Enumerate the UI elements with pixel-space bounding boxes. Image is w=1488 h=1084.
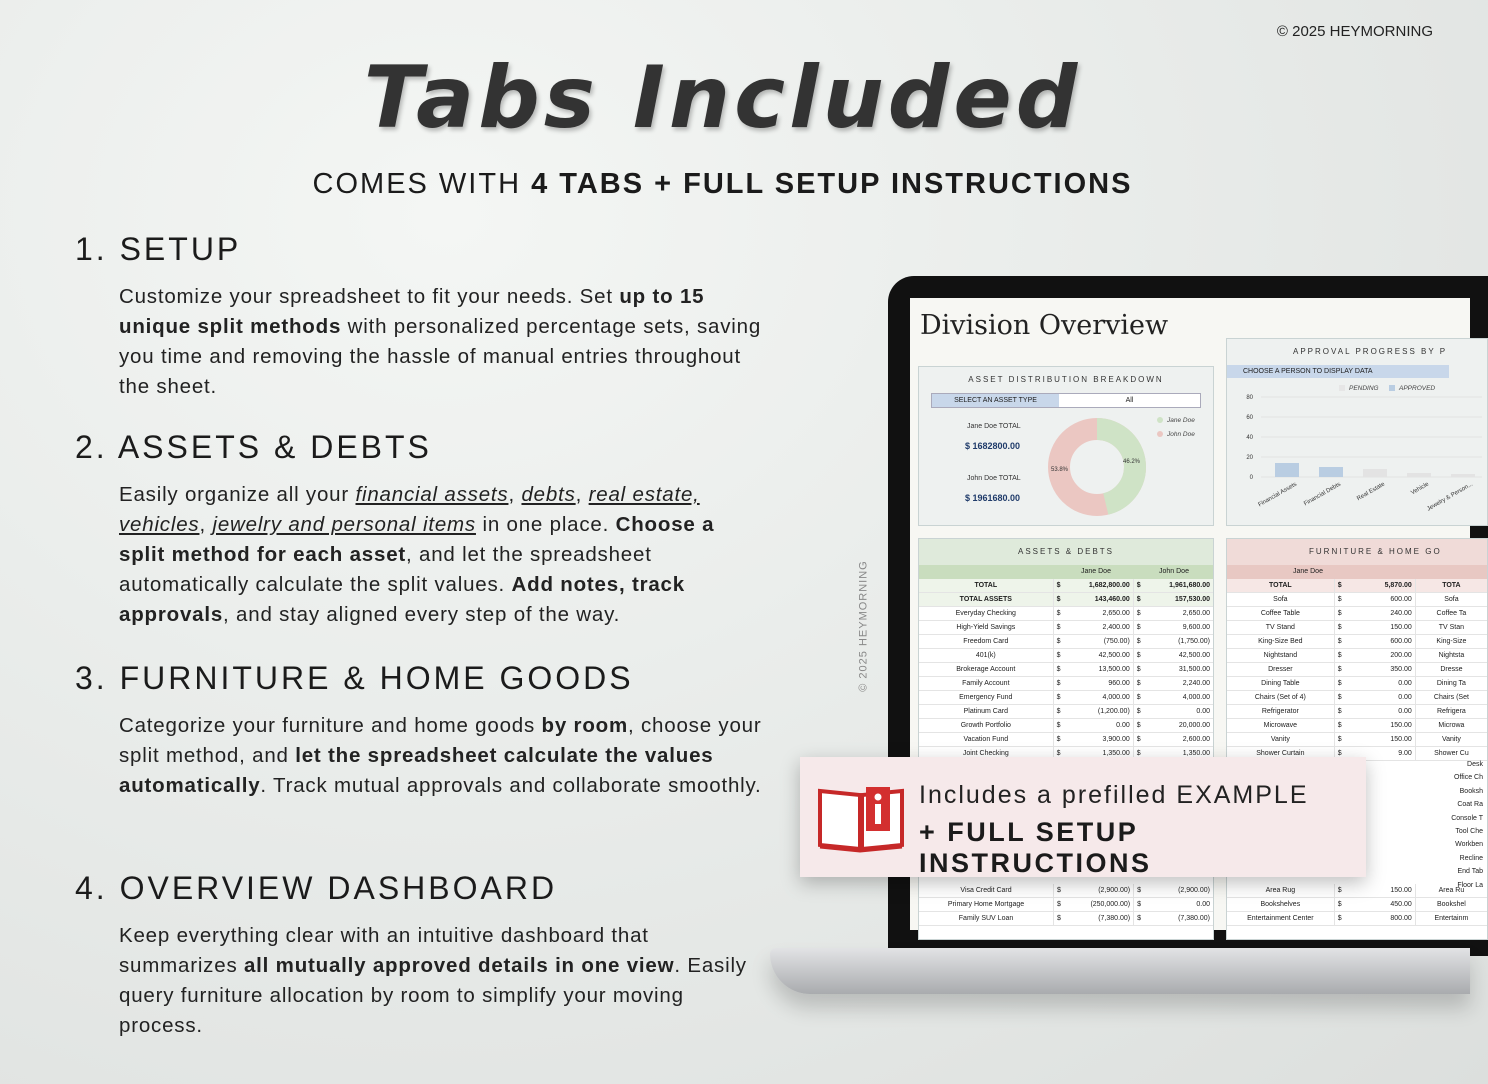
table-cell: Shower Cu [1415, 747, 1487, 761]
table-cell: $ [1334, 663, 1352, 677]
table-cell: Sofa [1227, 593, 1334, 607]
table-cell: Joint Checking [919, 747, 1053, 761]
section-overview [75, 870, 765, 1041]
table-row [1227, 677, 1487, 691]
table-cell: Office Ch [1453, 774, 1483, 782]
table-cell: 200.00 [1353, 649, 1416, 663]
table-cell: 2,400.00 [1069, 621, 1133, 635]
table-cell: (1,200.00) [1069, 705, 1133, 719]
table-cell: $ [1053, 719, 1069, 733]
table-cell: 150.00 [1353, 733, 1416, 747]
table-cell: 2,240.00 [1150, 677, 1213, 691]
table-cell: $ [1334, 912, 1352, 926]
y-tick-label: 40 [1246, 435, 1253, 441]
table-cell: 600.00 [1353, 593, 1416, 607]
table-cell: TV Stan [1415, 621, 1487, 635]
table-cell: Coffee Ta [1415, 607, 1487, 621]
table-cell: $ [1133, 691, 1149, 705]
section-heading: 3. FURNITURE & HOME GOODS [75, 660, 634, 696]
table-cell: $ [1053, 677, 1069, 691]
laptop-base [770, 948, 1470, 994]
table-row [1227, 705, 1487, 719]
table-cell: Coffee Table [1227, 607, 1334, 621]
donut-chart [1047, 417, 1147, 517]
table-cell: 2,650.00 [1150, 607, 1213, 621]
table-cell: 31,500.00 [1150, 663, 1213, 677]
legend-jane: Jane Doe [1157, 417, 1195, 424]
table-cell: Refrigera [1415, 705, 1487, 719]
table-cell: $ [1334, 884, 1352, 898]
select-label: SELECT AN ASSET TYPE [932, 394, 1059, 407]
table-row [919, 719, 1213, 733]
table-cell: 0.00 [1150, 898, 1213, 912]
table-cell: Family SUV Loan [919, 912, 1054, 926]
table-cell: $ [1054, 898, 1070, 912]
table-cell: 1,350.00 [1069, 747, 1133, 761]
section-heading: 4. OVERVIEW DASHBOARD [75, 870, 558, 906]
table-cell: Floor La [1457, 881, 1483, 889]
table-cell: 960.00 [1069, 677, 1133, 691]
table-cell: Nightsta [1415, 649, 1487, 663]
legend-pending: PENDING [1339, 385, 1379, 392]
section-heading: 1. SETUP [75, 231, 242, 267]
table-cell: 401(k) [919, 649, 1053, 663]
table-cell: Vanity [1415, 733, 1487, 747]
asset-distribution-panel [918, 366, 1214, 526]
table-cell: 450.00 [1353, 898, 1416, 912]
x-tick-label: Financial Assets [1257, 481, 1298, 509]
assets-debts-panel [918, 538, 1214, 940]
y-tick-label: 0 [1249, 475, 1253, 481]
table-cell: $ [1133, 733, 1149, 747]
table-cell: $ [1053, 691, 1069, 705]
table-cell: 4,000.00 [1150, 691, 1213, 705]
table-cell: $ [1133, 747, 1149, 761]
bar [1319, 467, 1343, 477]
furniture-panel [1226, 538, 1488, 940]
table-cell: $ [1334, 719, 1352, 733]
table-cell: $ [1334, 898, 1352, 912]
furniture-right-column [1423, 761, 1487, 895]
table-cell: $ [1054, 912, 1070, 926]
table-row [1227, 719, 1487, 733]
table-cell: $ [1133, 719, 1149, 733]
table-cell: TOTAL ASSETS [919, 593, 1053, 607]
table-cell: King-Size [1415, 635, 1487, 649]
table-cell: Bookshel [1415, 898, 1487, 912]
furniture-table [1227, 579, 1487, 761]
table-cell: 240.00 [1353, 607, 1416, 621]
table-cell: Bookshelves [1227, 898, 1334, 912]
table-cell: $ [1334, 649, 1352, 663]
table-cell: 1,961,680.00 [1150, 579, 1213, 593]
table-cell: $ [1334, 607, 1352, 621]
subtitle-prefix: COMES WITH [312, 168, 532, 200]
table-cell: TOTAL [1227, 579, 1334, 593]
x-tick-label: Vehicle [1410, 481, 1430, 497]
copyright-text: © 2025 HEYMORNING [1276, 23, 1433, 40]
table-cell: $ [1134, 884, 1150, 898]
table-cell: 350.00 [1353, 663, 1416, 677]
callout-line-2: + FULL SETUP INSTRUCTIONS [919, 817, 1152, 878]
section-heading: 2. ASSETS & DEBTS [75, 429, 432, 465]
furniture-col-header [1227, 565, 1487, 579]
subtitle-bold: 4 TABS + FULL SETUP INSTRUCTIONS [531, 168, 1133, 200]
table-cell: Sofa [1415, 593, 1487, 607]
table-row [1227, 884, 1487, 898]
table-cell: $ [1133, 607, 1149, 621]
table-cell: $ [1053, 663, 1069, 677]
table-cell: $ [1334, 635, 1352, 649]
panel-title: APPROVAL PROGRESS BY P [1293, 347, 1448, 356]
select-value: All [1125, 397, 1134, 404]
table-cell: 150.00 [1353, 621, 1416, 635]
table-cell: $ [1334, 705, 1352, 719]
table-cell: TV Stand [1227, 621, 1334, 635]
table-row [1227, 912, 1487, 926]
table-row [919, 677, 1213, 691]
legend-approved: APPROVED [1389, 385, 1435, 392]
table-cell: $ [1053, 607, 1069, 621]
table-cell: $ [1133, 621, 1149, 635]
col-jane: Jane Doe [1081, 568, 1111, 575]
table-cell: Refrigerator [1227, 705, 1334, 719]
table-cell: Dresse [1415, 663, 1487, 677]
instructions-callout [800, 757, 1366, 877]
panel-title: ASSETS & DEBTS [1017, 547, 1115, 556]
table-row [1227, 898, 1487, 912]
table-row [1227, 621, 1487, 635]
table-row [1227, 663, 1487, 677]
table-cell: 0.00 [1353, 691, 1416, 705]
table-cell: (2,900.00) [1070, 884, 1134, 898]
table-row [919, 691, 1213, 705]
table-cell: 9,600.00 [1150, 621, 1213, 635]
table-cell: $ [1334, 691, 1352, 705]
table-cell: 150.00 [1353, 884, 1416, 898]
col-jane: Jane Doe [1293, 568, 1323, 575]
table-row [919, 593, 1213, 607]
table-cell: 0.00 [1069, 719, 1133, 733]
y-tick-label: 80 [1246, 395, 1253, 401]
table-cell: (250,000.00) [1070, 898, 1134, 912]
table-row [919, 607, 1213, 621]
table-cell: $ [1053, 733, 1069, 747]
table-cell: $ [1334, 733, 1352, 747]
table-cell: High-Yield Savings [919, 621, 1053, 635]
table-cell: Family Account [919, 677, 1053, 691]
table-cell: 0.00 [1353, 705, 1416, 719]
assets-col-header [919, 565, 1213, 579]
table-cell: Freedom Card [919, 635, 1053, 649]
x-tick-label: Real Estate [1356, 481, 1386, 503]
donut-pct-john: 53.8% [1051, 467, 1069, 473]
side-copyright: © 2025 HEYMORNING [857, 560, 870, 692]
table-cell: Dining Table [1227, 677, 1334, 691]
table-cell: TOTAL [919, 579, 1053, 593]
table-cell: (1,750.00) [1150, 635, 1213, 649]
table-cell: 42,500.00 [1069, 649, 1133, 663]
table-cell: Brokerage Account [919, 663, 1053, 677]
assets-table-bottom [919, 884, 1213, 926]
table-cell: Nightstand [1227, 649, 1334, 663]
table-cell: 5,870.00 [1353, 579, 1416, 593]
page-title: Tabs Included [363, 48, 1082, 148]
table-cell: $ [1334, 579, 1352, 593]
table-cell: Microwave [1227, 719, 1334, 733]
section-body: Easily organize all your financial assets, debts, real estate, vehicles, jewelry and personal items in one place. Choose a split method for each asset, and let the spreadsheet automatically calculate the split values. Add notes, track approvals, and stay aligned every step of the way. [119, 483, 715, 626]
table-row [919, 663, 1213, 677]
table-row [1227, 579, 1487, 593]
table-cell: $ [1133, 649, 1149, 663]
table-cell: End Tab [1457, 868, 1483, 876]
table-cell: $ [1134, 898, 1150, 912]
table-cell: (7,380.00) [1070, 912, 1134, 926]
y-tick-label: 60 [1246, 415, 1253, 421]
table-cell: 800.00 [1353, 912, 1416, 926]
table-cell: Area Rug [1227, 884, 1334, 898]
bar [1407, 473, 1431, 477]
table-cell: TOTA [1415, 579, 1487, 593]
table-cell: Entertainm [1415, 912, 1487, 926]
table-cell: Coat Ra [1457, 801, 1483, 809]
table-cell: Chairs (Set [1415, 691, 1487, 705]
table-cell: 13,500.00 [1069, 663, 1133, 677]
table-cell: Shower Curtain [1227, 747, 1334, 761]
table-cell: 42,500.00 [1150, 649, 1213, 663]
table-cell: 150.00 [1353, 719, 1416, 733]
table-cell: Tool Che [1455, 827, 1483, 835]
table-cell: Growth Portfolio [919, 719, 1053, 733]
table-cell: 2,600.00 [1150, 733, 1213, 747]
asset-type-select[interactable] [931, 393, 1201, 408]
table-row [919, 649, 1213, 663]
approval-bar-chart [1227, 395, 1487, 523]
john-total-value: $ 1961680.00 [965, 493, 1021, 503]
table-cell: Desk [1467, 761, 1483, 768]
table-row [919, 635, 1213, 649]
table-row [919, 898, 1213, 912]
section-setup [75, 231, 765, 402]
table-cell: Console T [1451, 814, 1483, 822]
table-cell: $ [1053, 649, 1069, 663]
table-cell: 0.00 [1150, 705, 1213, 719]
table-cell: $ [1133, 677, 1149, 691]
table-cell: $ [1133, 705, 1149, 719]
table-row [919, 884, 1213, 898]
table-cell: 9.00 [1353, 747, 1416, 761]
table-cell: Workben [1455, 841, 1483, 849]
table-cell: $ [1053, 593, 1069, 607]
section-assets-debts [75, 429, 765, 630]
table-cell: Emergency Fund [919, 691, 1053, 705]
table-cell: $ [1133, 579, 1149, 593]
furniture-table-bottom [1227, 881, 1487, 926]
section-body: Keep everything clear with an intuitive dashboard that summarizes all mutually approved details in one view. Easily query furniture allocation by room to simplify your moving process. [119, 924, 747, 1037]
table-cell: Microwa [1415, 719, 1487, 733]
table-cell: 1,350.00 [1150, 747, 1213, 761]
table-cell: Vanity [1227, 733, 1334, 747]
jane-total-label: Jane Doe TOTAL [967, 423, 1021, 430]
table-cell: $ [1133, 663, 1149, 677]
table-cell: $ [1134, 912, 1150, 926]
legend-john: John Doe [1157, 431, 1195, 438]
table-cell: 1,682,800.00 [1069, 579, 1133, 593]
table-row [1227, 691, 1487, 705]
section-body: Categorize your furniture and home goods by room, choose your split method, and let the spreadsheet calculate the values automatically. Track mutual approvals and collaborate smoothly. [119, 714, 762, 797]
table-cell: (7,380.00) [1150, 912, 1213, 926]
table-row [1227, 593, 1487, 607]
table-cell: 157,530.00 [1150, 593, 1213, 607]
bar [1275, 463, 1299, 477]
table-cell: $ [1053, 705, 1069, 719]
col-john: John Doe [1159, 568, 1189, 575]
approval-progress-panel [1226, 338, 1488, 526]
table-cell: $ [1053, 621, 1069, 635]
panel-title: ASSET DISTRIBUTION BREAKDOWN [968, 375, 1164, 384]
table-row [919, 705, 1213, 719]
panel-title: FURNITURE & HOME GO [1309, 547, 1442, 556]
table-cell: $ [1053, 579, 1069, 593]
person-select[interactable]: CHOOSE A PERSON TO DISPLAY DATA [1227, 365, 1449, 378]
table-row [919, 579, 1213, 593]
table-cell: $ [1334, 621, 1352, 635]
table-cell: $ [1054, 884, 1070, 898]
section-furniture [75, 660, 765, 801]
table-cell: Area Ru [1415, 884, 1487, 898]
table-cell: (2,900.00) [1150, 884, 1213, 898]
table-cell: Recline [1459, 854, 1483, 862]
table-row [1227, 635, 1487, 649]
dashboard-title: Division Overview [920, 310, 1169, 341]
table-cell: Chairs (Set of 4) [1227, 691, 1334, 705]
table-row [1227, 733, 1487, 747]
table-cell: Primary Home Mortgage [919, 898, 1054, 912]
table-cell: $ [1133, 635, 1149, 649]
table-cell: $ [1053, 635, 1069, 649]
page-subtitle [0, 168, 1445, 201]
table-cell: Vacation Fund [919, 733, 1053, 747]
table-cell: $ [1133, 593, 1149, 607]
table-cell: (750.00) [1069, 635, 1133, 649]
table-cell: 2,650.00 [1069, 607, 1133, 621]
table-row [1227, 607, 1487, 621]
table-row [1227, 649, 1487, 663]
table-cell: 143,460.00 [1069, 593, 1133, 607]
table-cell: 4,000.00 [1069, 691, 1133, 705]
table-cell: Booksh [1459, 787, 1483, 795]
jane-total-value: $ 1682800.00 [965, 441, 1021, 451]
table-cell: 0.00 [1353, 677, 1416, 691]
callout-line-1: Includes a prefilled EXAMPLE [919, 781, 1309, 809]
assets-table [919, 579, 1213, 761]
table-cell: Entertainment Center [1227, 912, 1334, 926]
table-cell: $ [1334, 677, 1352, 691]
x-tick-label: Jewelry & Person... [1426, 481, 1474, 513]
book-info-icon [816, 783, 906, 853]
table-cell: King-Size Bed [1227, 635, 1334, 649]
table-cell: 600.00 [1353, 635, 1416, 649]
table-cell: Dining Ta [1415, 677, 1487, 691]
y-tick-label: 20 [1246, 455, 1253, 461]
table-row [919, 621, 1213, 635]
table-cell: 3,900.00 [1069, 733, 1133, 747]
bar [1451, 474, 1475, 477]
table-cell: 20,000.00 [1150, 719, 1213, 733]
bar [1363, 469, 1387, 477]
table-cell: Visa Credit Card [919, 884, 1054, 898]
table-cell: $ [1334, 593, 1352, 607]
section-body: Customize your spreadsheet to fit your needs. Set up to 15 unique split methods with personalized percentage sets, saving you time and removing the hassle of manual entries throughout the sheet. [119, 285, 762, 398]
x-tick-label: Financial Debts [1303, 481, 1342, 508]
furniture-header [1227, 539, 1487, 565]
table-row [919, 733, 1213, 747]
donut-pct-jane: 46.2% [1123, 459, 1141, 465]
table-cell: $ [1334, 747, 1352, 761]
table-row [919, 912, 1213, 926]
table-cell: Dresser [1227, 663, 1334, 677]
table-cell: Platinum Card [919, 705, 1053, 719]
table-cell: Everyday Checking [919, 607, 1053, 621]
table-cell: $ [1053, 747, 1069, 761]
assets-header [919, 539, 1213, 565]
john-total-label: John Doe TOTAL [967, 475, 1021, 482]
